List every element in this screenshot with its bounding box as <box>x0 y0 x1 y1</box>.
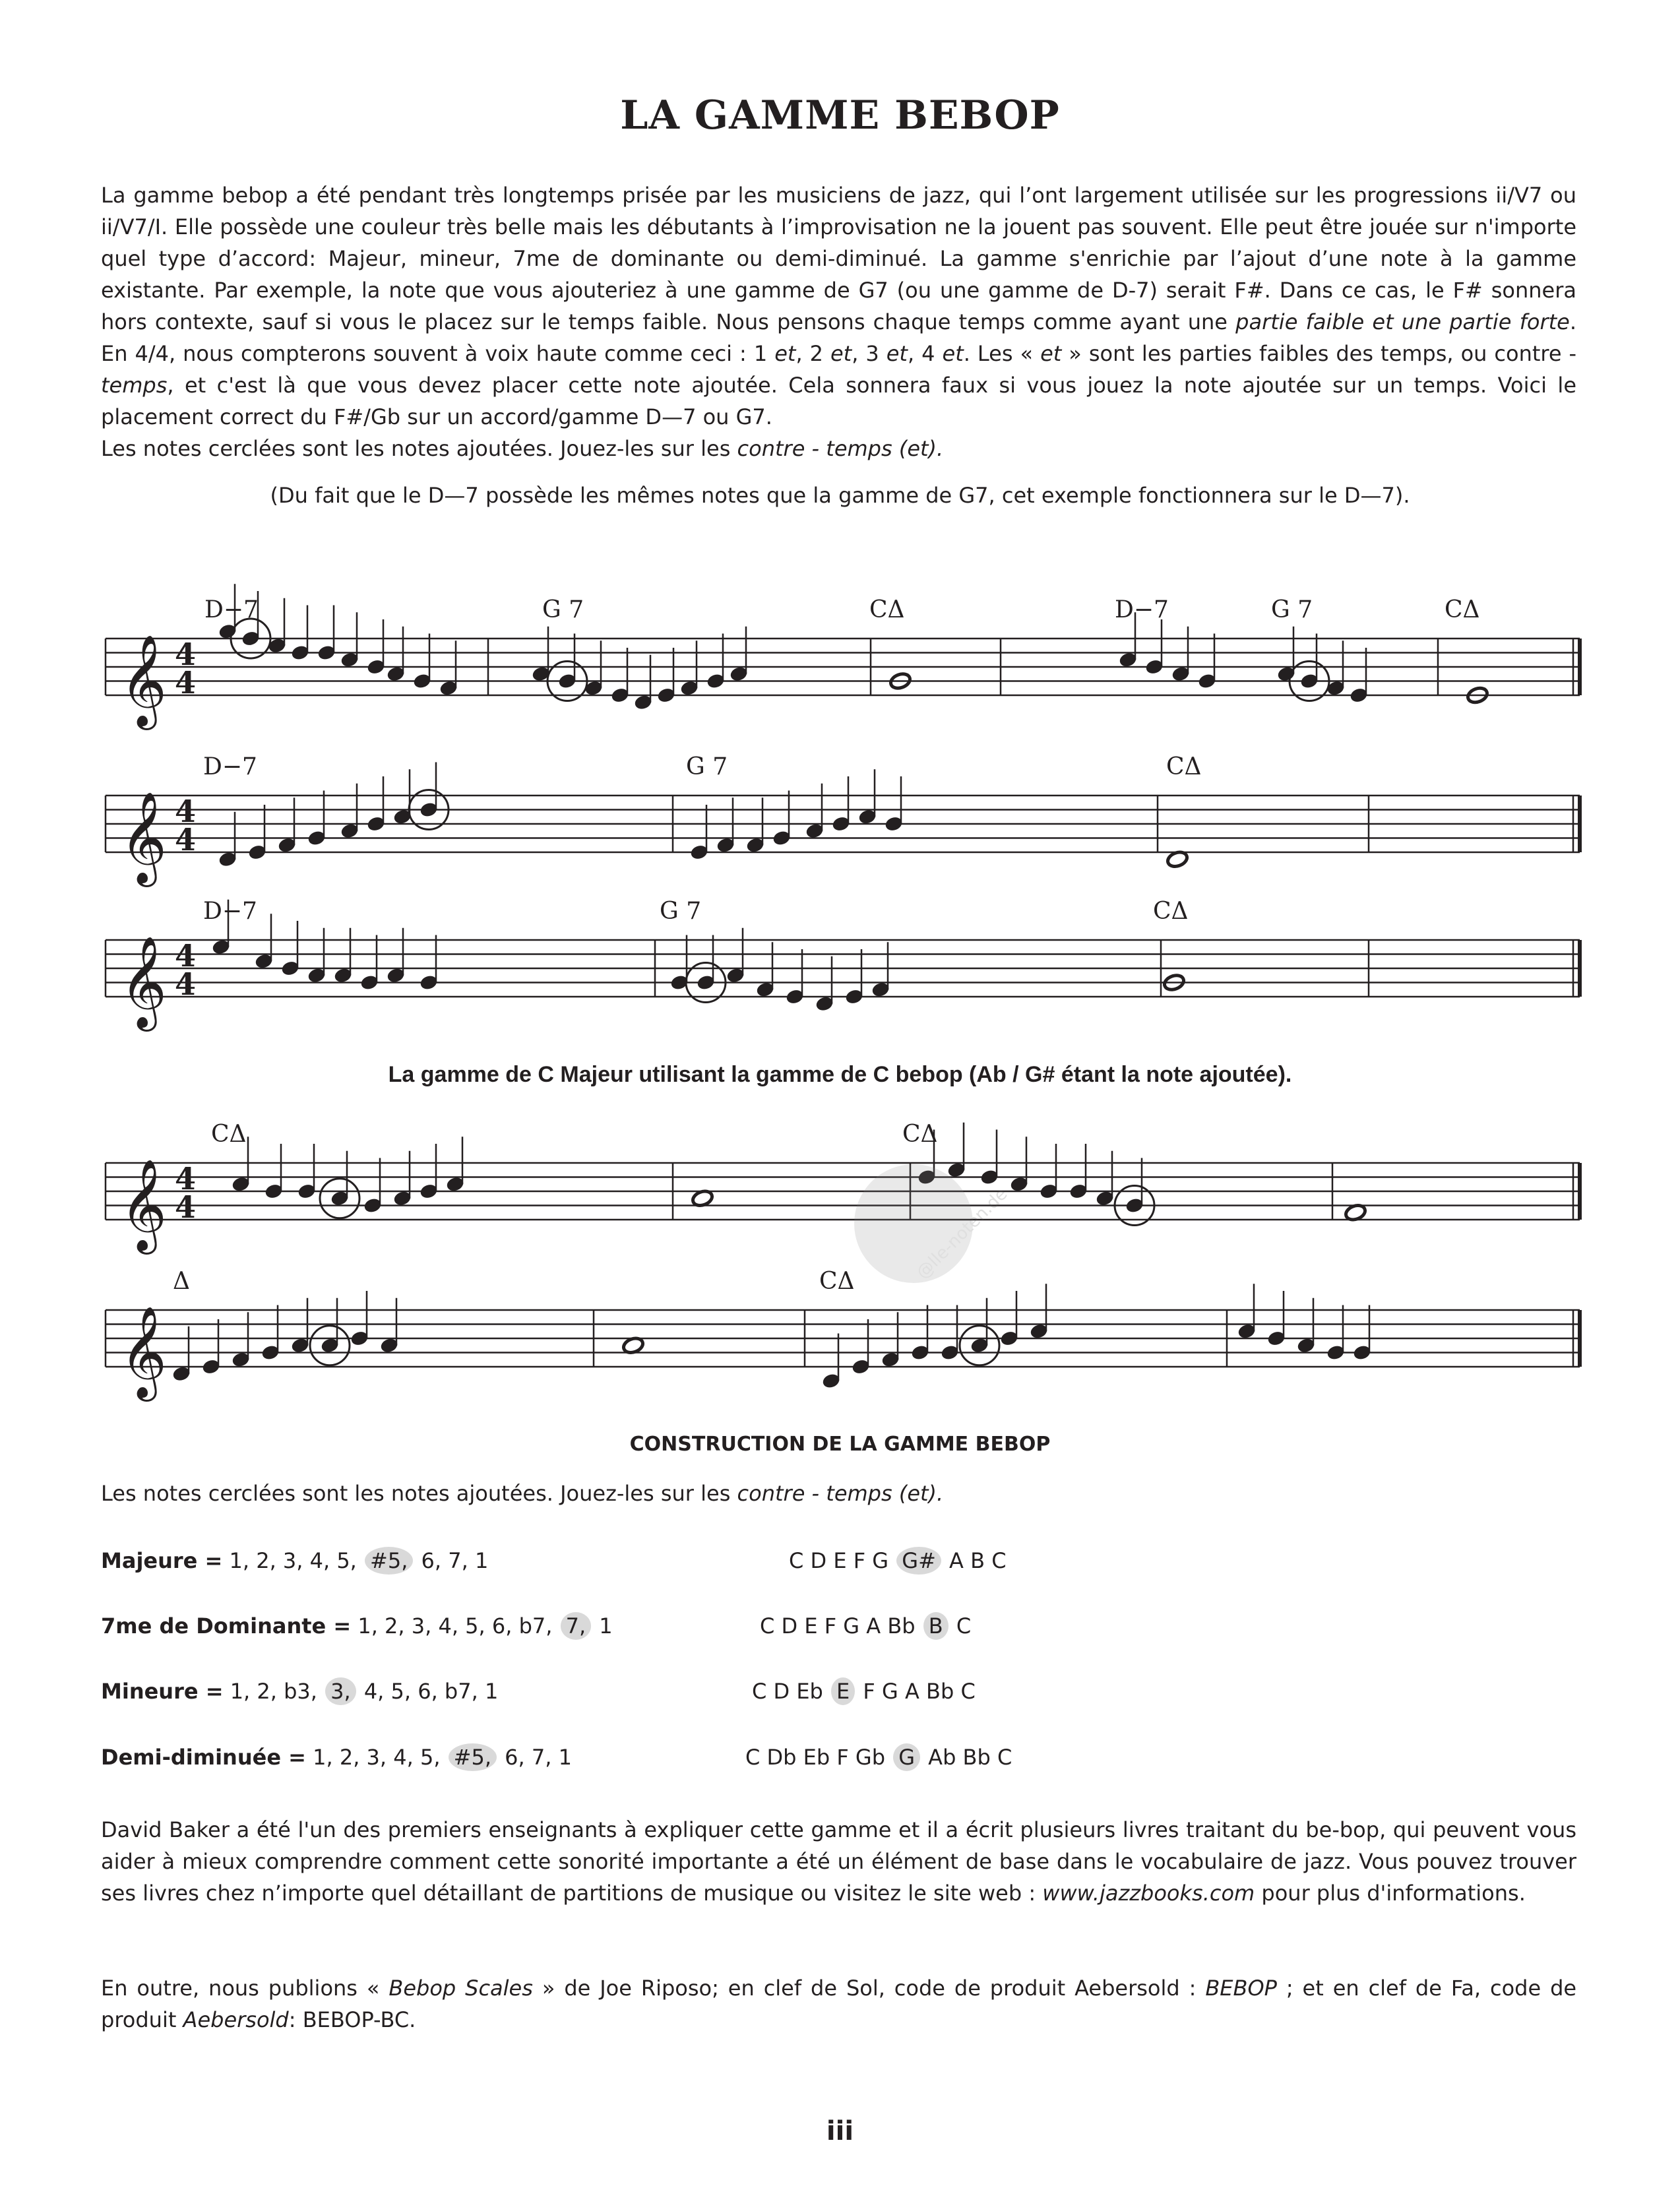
page-title: LA GAMME BEBOP <box>620 92 1060 139</box>
pub-text-b: » de Joe Riposo; en clef de Sol, code de produit Aebersold : <box>542 1976 1197 2001</box>
pub-code-1: BEBOP <box>1205 1976 1277 2001</box>
formula-name: Mineure = <box>101 1679 224 1704</box>
formula-degrees-end: 6, 7, 1 <box>505 1745 572 1770</box>
intro-text-e: , et c'est là que vous devez placer cette note ajoutée. Cela sonnera faux si vous jouez la note ajoutée sur un temps. Voici le placement correct du F#/Gb sur un accord/gamme D—7 ou G7. <box>101 373 1576 429</box>
svg-text:@lle-noten.de: @lle-noten.de <box>912 1184 1012 1283</box>
scale-caption: La gamme de C Majeur utilisant la gamme de C bebop (Ab / G# étant la note ajoutée). <box>388 1062 1292 1087</box>
intro-text: La gamme bebop a été pendant très longtemps prisée par les musiciens de jazz, qui l’ont largement utilisée sur les progressions ii/V7 ou ii/V7/I. Elle possède une couleur très belle mais les débutants à l’improvisation ne la jouent pas souvent. Elle peut être jouée sur n'importe quel type d’accord: Majeur, mineur, 7me de dominante ou demi-diminué. La gamme s'enrichie par l’ajout d’une note à la gamme existante. Par exemple, la note que vous ajouteriez à une gamme de G7 (ou une gamme de D-7) serait F#. Dans ce cas, le F# sonnera hors contexte, sauf si vous le placez sur le temps faible. Nous pensons chaque temps comme ayant une <box>101 183 1576 334</box>
formula-name: Demi-diminuée = <box>101 1745 306 1770</box>
formula-degrees-end: 4, 5, 6, b7, 1 <box>363 1679 499 1704</box>
treble-clef-icon: 𝄞 <box>120 1306 167 1398</box>
count-2: , 2 <box>795 341 823 366</box>
formula-degrees-end: 1 <box>599 1613 613 1639</box>
time-signature-bottom: 4 <box>175 1189 197 1225</box>
pub-book-title: Bebop Scales <box>389 1976 533 2001</box>
intro-text-d: » sont les parties faibles des temps, ou contre - <box>1061 341 1577 366</box>
notes-minor <box>752 1677 976 1705</box>
formula-degrees: 1, 2, 3, 4, 5, <box>313 1745 441 1770</box>
scale-notes-end: F G A Bb C <box>863 1679 976 1704</box>
time-signature-top: 4 <box>175 1161 197 1197</box>
chord-symbol: D−7 <box>203 753 257 780</box>
added-degree: #5, <box>449 1743 497 1771</box>
publication-paragraph <box>101 1972 1576 2036</box>
construction-heading: CONSTRUCTION DE LA GAMME BEBOP <box>629 1433 1051 1456</box>
formula-degrees: 1, 2, 3, 4, 5, 6, b7, <box>358 1613 553 1639</box>
scale-notes-end: C <box>956 1613 972 1639</box>
pub-text-d: : BEBOP-BC. <box>288 2007 416 2032</box>
d7-remark: (Du fait que le D—7 possède les mêmes notes que la gamme de G7, cet exemple fonctionnera sur le D—7). <box>270 483 1410 508</box>
time-signature-top: 4 <box>175 794 197 829</box>
time-signature-bottom: 4 <box>175 665 197 701</box>
scale-notes: C D E F G <box>789 1548 889 1573</box>
treble-clef-icon: 𝄞 <box>120 792 167 883</box>
formula-degrees: 1, 2, b3, <box>230 1679 317 1704</box>
chord-symbol: G 7 <box>542 596 584 623</box>
et-2: et <box>830 341 852 366</box>
construction-note-emphasis: contre - temps (et). <box>737 1481 944 1506</box>
chord-symbol: CΔ <box>1166 753 1202 780</box>
chord-symbol: CΔ <box>869 596 905 623</box>
construction-note-text: Les notes cerclées sont les notes ajoutées. Jouez-les sur les <box>101 1481 731 1506</box>
added-note: E <box>831 1677 855 1705</box>
scale-notes-end: Ab Bb C <box>928 1745 1012 1770</box>
intro-text-c: . Les « <box>963 341 1041 366</box>
notes-dominant <box>760 1612 971 1640</box>
formula-major <box>101 1547 488 1575</box>
time-signature-top: 4 <box>175 938 197 974</box>
formula-minor <box>101 1677 498 1705</box>
chord-symbol: Δ <box>173 1268 190 1295</box>
count-3: , 3 <box>852 341 879 366</box>
et-4: et <box>942 341 964 366</box>
count-4: , 4 <box>907 341 935 366</box>
chord-symbol: G 7 <box>1271 596 1313 623</box>
notes-half-diminished <box>745 1743 1012 1771</box>
time-signature-top: 4 <box>175 637 197 672</box>
added-note: B <box>923 1612 949 1640</box>
outro-paragraph <box>101 1814 1576 1909</box>
added-degree: 7, <box>561 1612 592 1640</box>
chord-symbol: D−7 <box>204 596 259 623</box>
formula-half-diminished <box>101 1743 572 1771</box>
temps-emphasis: temps <box>101 373 168 398</box>
added-degree: #5, <box>365 1547 413 1575</box>
scale-notes-end: A B C <box>949 1548 1007 1573</box>
chord-symbol: CΔ <box>1153 898 1189 925</box>
chord-symbol: CΔ <box>211 1121 247 1148</box>
formula-degrees: 1, 2, 3, 4, 5, <box>229 1548 357 1573</box>
chord-symbol: CΔ <box>1445 596 1480 623</box>
page-number: iii <box>826 2116 854 2146</box>
added-note: G# <box>896 1547 941 1575</box>
scale-notes: C D E F G A Bb <box>760 1613 916 1639</box>
chord-symbol: D−7 <box>203 898 257 925</box>
formula-name: Majeure = <box>101 1548 223 1573</box>
chord-symbol: G 7 <box>686 753 728 780</box>
scale-notes: C Db Eb F Gb <box>745 1745 886 1770</box>
time-signature-bottom: 4 <box>175 966 197 1002</box>
pub-publisher: Aebersold <box>183 2007 289 2032</box>
treble-clef-icon: 𝄞 <box>120 936 167 1028</box>
et-1: et <box>774 341 796 366</box>
outro-text-end: pour plus d'informations. <box>1261 1881 1526 1906</box>
treble-clef-icon: 𝄞 <box>120 1159 167 1251</box>
chord-symbol: D−7 <box>1115 596 1169 623</box>
scale-notes: C D Eb <box>752 1679 823 1704</box>
circled-notes-emphasis: contre - temps (et). <box>737 436 944 461</box>
outro-text: David Baker a été l'un des premiers enseignants à expliquer cette gamme et il a écrit plusieurs livres traitant du be-bop, qui peuvent vous aider à mieux comprendre comment cette sonorité importante a été un élément de base dans le vocabulaire de jazz. Vous pouvez trouver ses livres chez n’importe quel détaillant de partitions de musique ou visitez le site web : <box>101 1817 1576 1906</box>
added-degree: 3, <box>325 1677 356 1705</box>
chord-symbol: G 7 <box>660 898 702 925</box>
intro-emphasis: partie faible et une partie forte <box>1235 309 1570 334</box>
et-3: et <box>886 341 908 366</box>
website-link[interactable]: www.jazzbooks.com <box>1042 1881 1255 1906</box>
pub-text-a: En outre, nous publions « <box>101 1976 380 2001</box>
treble-clef-icon: 𝄞 <box>120 635 167 726</box>
et-5: et <box>1040 341 1062 366</box>
pub-text-c: ; et en clef de Fa, code de produit <box>101 1976 1577 2032</box>
intro-text-b: . En 4/4, nous compterons souvent à voix haute comme ceci : 1 <box>101 309 1577 366</box>
notes-major <box>789 1547 1007 1575</box>
formula-dominant <box>101 1612 613 1640</box>
chord-symbol: CΔ <box>819 1268 855 1295</box>
construction-note <box>101 1481 943 1506</box>
formula-degrees-end: 6, 7, 1 <box>421 1548 489 1573</box>
chord-labels <box>173 596 1480 1295</box>
added-note: G <box>893 1743 920 1771</box>
formula-name: 7me de Dominante = <box>101 1613 352 1639</box>
chord-symbol: CΔ <box>902 1121 938 1148</box>
time-signature-bottom: 4 <box>175 822 197 858</box>
circled-notes-text: Les notes cerclées sont les notes ajoutées. Jouez-les sur les <box>101 436 731 461</box>
